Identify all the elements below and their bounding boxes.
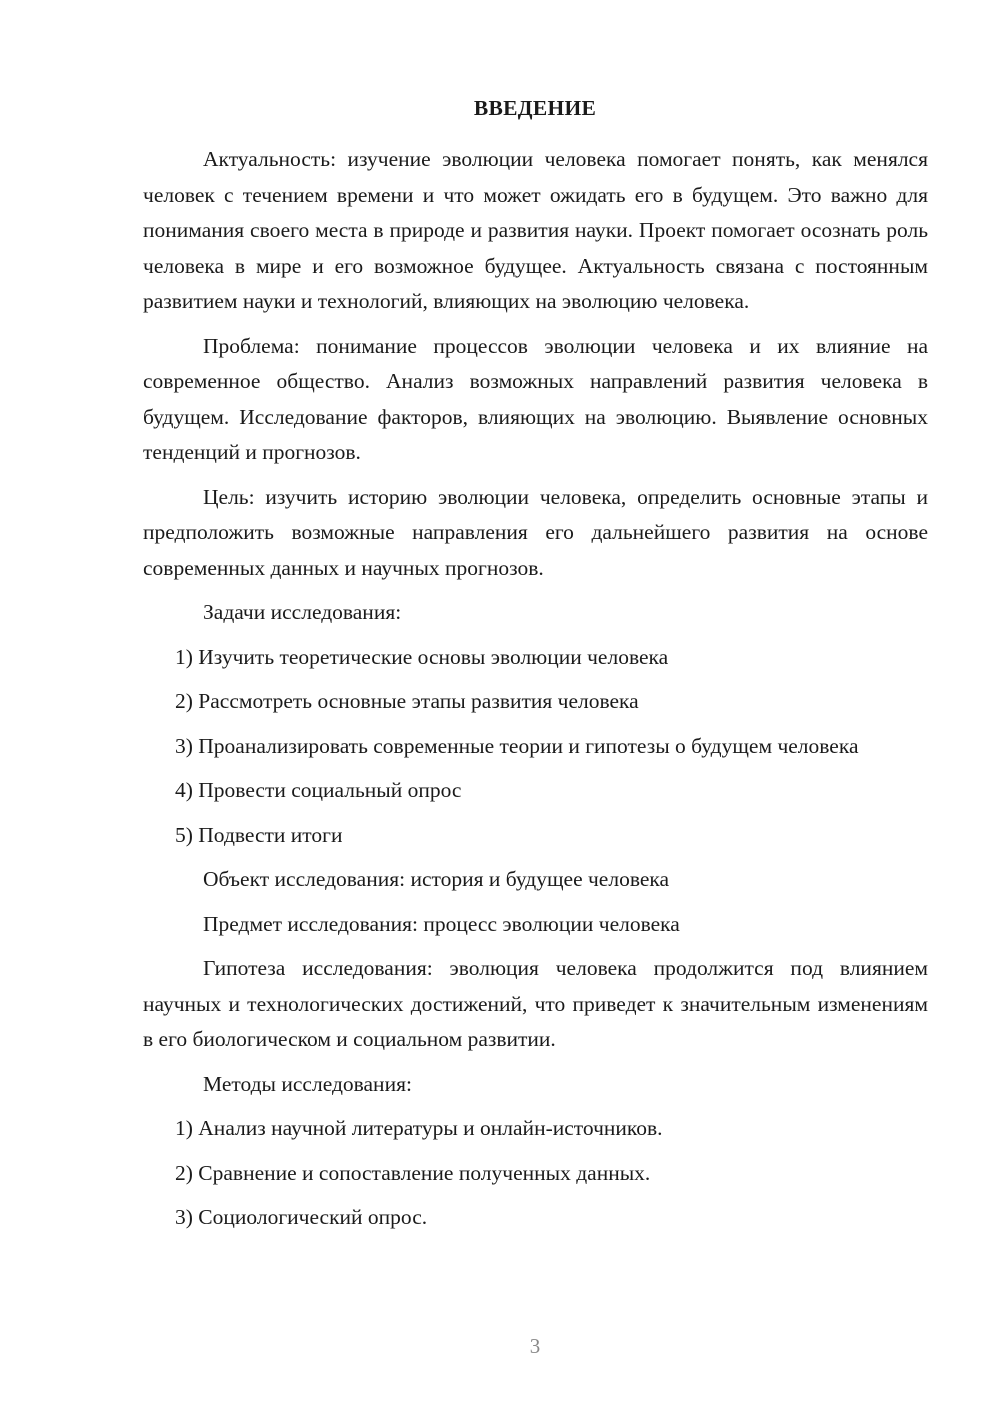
task-item: 4) Провести социальный опрос [175, 778, 462, 802]
method-item: 3) Социологический опрос. [175, 1205, 428, 1229]
task-item: 3) Проанализировать современные теории и гипотезы о будущем человека [175, 733, 859, 758]
hypothesis-paragraph: Гипотеза исследования: эволюция человека продолжится под влиянием научных и технологических достижений, что приведет к значительным изменениям в его биологическом и социальном развитии. [143, 956, 928, 1051]
document-body [143, 142, 928, 1245]
subject-paragraph: Предмет исследования: процесс эволюции человека [203, 911, 680, 936]
methods-title: Методы исследования: [203, 1071, 412, 1096]
task-item: 5) Подвести итоги [175, 822, 343, 847]
goal-paragraph: Цель: изучить историю эволюции человека, определить основные этапы и предположить возможные направления его дальнейшего развития на основе современных данных и научных прогнозов. [143, 484, 928, 580]
object-paragraph: Объект исследования: история и будущее человека [203, 867, 670, 891]
relevance-paragraph: Актуальность: изучение эволюции человека помогает понять, как менялся человек с течением времени и что может ожидать его в будущем. Это важно для понимания своего места в природе и развития науки. Проект помогает осознать роль человека в мире и его возможное будущее. Актуальность связана с постоянным развитием науки и технологий, влияющих на эволюцию человека. [143, 147, 928, 313]
task-item: 1) Изучить теоретические основы эволюции человека [175, 644, 669, 669]
page-heading: ВВЕДЕНИЕ [473, 96, 597, 120]
problem-paragraph: Проблема: понимание процессов эволюции человека и их влияние на современное общество. Анализ возможных направлений развития человека в будущем. Исследование факторов, влияющих на эволюцию. Выявление основных тенденций и прогнозов. [143, 333, 928, 464]
tasks-title: Задачи исследования: [203, 600, 402, 624]
method-item: 1) Анализ научной литературы и онлайн-источников. [175, 1116, 663, 1140]
task-item: 2) Рассмотреть основные этапы развития человека [175, 689, 639, 713]
page-number: 3 [529, 1334, 541, 1358]
method-item: 2) Сравнение и сопоставление полученных данных. [175, 1160, 651, 1185]
